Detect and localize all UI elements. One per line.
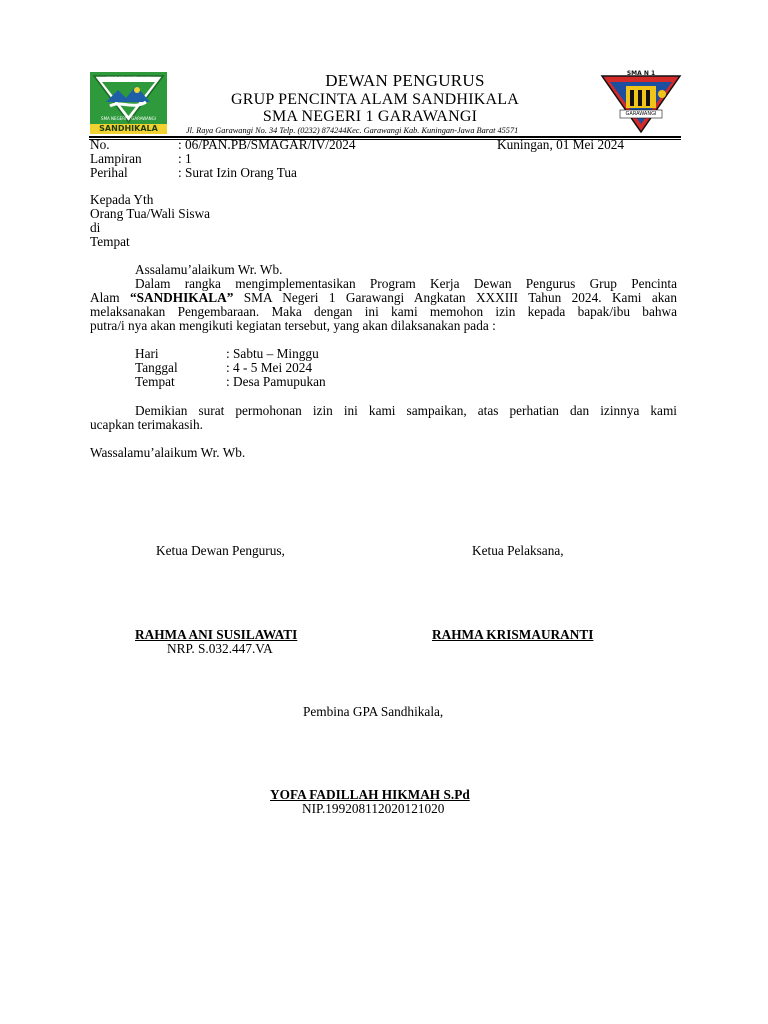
recipient-line-1: Kepada Yth <box>90 192 154 207</box>
sandhikala-bold: “SANDHIKALA” <box>129 290 234 305</box>
paragraph-line-2 <box>90 291 677 305</box>
org-title: DEWAN PENGURUS <box>325 71 485 90</box>
closing-line-2: ucapkan terimakasih. <box>90 417 203 432</box>
org-subtitle: GRUP PENCINTA ALAM SANDHIKALA <box>231 91 519 108</box>
school-logo-top-text: SMA N 1 <box>626 70 656 77</box>
advisor-name: YOFA FADILLAH HIKMAH S.Pd <box>270 787 470 802</box>
paragraph-line-4: putra/i nya akan mengikuti kegiatan tersebut, yang akan dilaksanakan pada : <box>90 318 496 333</box>
left-signatory-name: RAHMA ANI SUSILAWATI <box>135 627 298 642</box>
lampiran-value: : 1 <box>178 151 192 166</box>
logo-bottom-text: SMA NEGERI 1 GARAWANGI <box>101 116 156 121</box>
detail-tempat-value: : Desa Pamupukan <box>226 374 326 389</box>
perihal-value: : Surat Izin Orang Tua <box>178 165 297 180</box>
right-signatory-name: RAHMA KRISMAURANTI <box>432 627 594 642</box>
school-name: SMA NEGERI 1 GARAWANGI <box>262 108 478 125</box>
detail-tanggal-label: Tanggal <box>135 360 178 375</box>
left-signatory-id: NRP. S.032.447.VA <box>167 641 273 656</box>
recipient-line-2: Orang Tua/Wali Siswa <box>90 206 211 221</box>
letter-date: Kuningan, 01 Mei 2024 <box>497 137 625 152</box>
paragraph-line-2-a: Alam <box>90 290 130 305</box>
school-address: Jl. Raya Garawangi No. 34 Telp. (0232) 874244Kec. Garawangi Kab. Kuningan-Jawa Barat 45571 <box>186 126 519 135</box>
school-logo-bottom-text: GARAWANGI <box>625 111 657 117</box>
recipient-line-4: Tempat <box>90 234 130 249</box>
farewell: Wassalamu’alaikum Wr. Wb. <box>90 445 246 460</box>
sandhikala-logo <box>90 72 167 134</box>
detail-hari-value: : Sabtu – Minggu <box>226 346 319 361</box>
logo-name-text: SANDHIKALA <box>99 124 158 133</box>
logo-top-text: GRUP PENCINTA ALAM <box>106 76 151 81</box>
detail-tanggal-value: : 4 - 5 Mei 2024 <box>226 360 313 375</box>
paragraph-line-3: melaksanakan Pengembaraan. Maka dengan ini kami memohon izin kepada bapak/ibu bahwa <box>90 304 677 319</box>
right-signature-title: Ketua Pelaksana, <box>472 543 564 558</box>
detail-hari-label: Hari <box>135 346 159 361</box>
no-label: No. <box>90 137 110 152</box>
advisor-title: Pembina GPA Sandhikala, <box>303 704 444 719</box>
recipient-line-3: di <box>90 220 101 235</box>
paragraph-line-1: Dalam rangka mengimplementasikan Program Kerja Dewan Pengurus Grup Pencinta <box>135 276 677 291</box>
closing-line-1: Demikian surat permohonan izin ini kami sampaikan, atas perhatian dan izinnya kami <box>135 403 677 418</box>
greeting: Assalamu’alaikum Wr. Wb. <box>135 262 283 277</box>
advisor-id: NIP.199208112020121020 <box>302 801 445 816</box>
paragraph-line-2-b: SMA Negeri 1 Garawangi Angkatan XXXIII Tahun 2024. Kami akan <box>233 290 677 305</box>
no-value: : 06/PAN.PB/SMAGAR/IV/2024 <box>178 137 356 152</box>
left-signature-title: Ketua Dewan Pengurus, <box>156 543 285 558</box>
lampiran-label: Lampiran <box>90 151 142 166</box>
detail-tempat-label: Tempat <box>135 374 175 389</box>
school-logo <box>598 68 684 134</box>
perihal-label: Perihal <box>90 165 128 180</box>
